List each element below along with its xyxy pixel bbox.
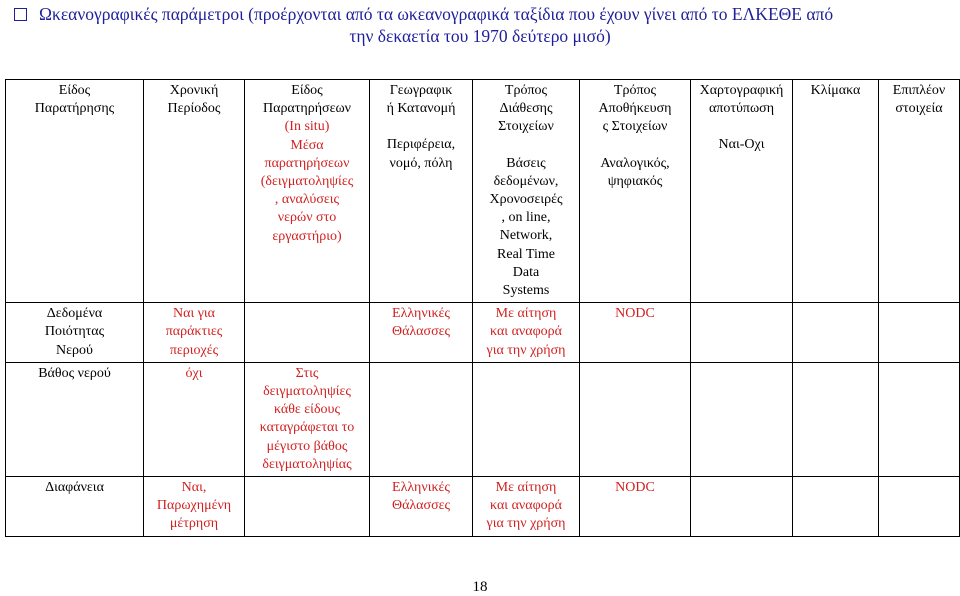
parameters-table <box>5 79 960 537</box>
cell-period <box>144 362 245 476</box>
cell-storage <box>580 303 691 363</box>
cell-text-line: Διαφάνεια <box>45 480 104 496</box>
page-number: 18 <box>472 579 488 595</box>
cell-scale <box>793 303 879 363</box>
cell-text-line: Παρωχημένη <box>156 498 232 514</box>
cell-text-line: Τρόπος <box>504 83 548 98</box>
cell-storage <box>580 362 691 476</box>
cell-text-line: Real Time <box>497 246 555 262</box>
cell-text-line: NODC <box>615 306 655 322</box>
cell-extra <box>879 477 960 537</box>
cell-text-line: Βάθος νερού <box>38 365 111 381</box>
cell-availability <box>473 477 580 537</box>
cell-scale <box>793 477 879 537</box>
cell-text-line: όχι <box>185 365 203 381</box>
header-time-period <box>144 80 245 303</box>
cell-text-line: ψηφιακός <box>607 173 663 189</box>
title-line-1 <box>10 3 950 25</box>
cell-text-line: Network, <box>499 228 553 244</box>
cell-text-line: νερών στο <box>277 210 337 226</box>
cell-obs <box>245 362 370 476</box>
cell-text-line: Διάθεσης <box>499 101 553 117</box>
header-additional-info <box>879 80 960 303</box>
cell-text-line: Θάλασσες <box>391 498 451 514</box>
cell-text-line: Περιφέρεια, <box>386 137 456 153</box>
cell-text-line: για την χρήση <box>486 516 566 532</box>
cell-text-line: Αναλογικός, <box>600 155 670 171</box>
header-mapping <box>691 80 793 303</box>
cell-text-line: περιοχές <box>169 342 219 358</box>
cell-scale <box>793 362 879 476</box>
title-block <box>10 3 950 47</box>
cell-type <box>6 362 144 476</box>
cell-text-line: Με αίτηση <box>495 306 557 322</box>
cell-extra <box>879 303 960 363</box>
cell-text-line: Με αίτηση <box>495 480 557 496</box>
checkbox-bullet-icon <box>14 8 27 21</box>
cell-text-line: και αναφορά <box>490 498 562 514</box>
cell-text-line: δειγματοληψίας <box>262 456 352 472</box>
cell-text-line: (In situ) <box>284 119 330 135</box>
cell-text-line: στοιχεία <box>895 101 943 117</box>
cell-text-line: Παρατηρήσεων <box>263 101 351 117</box>
cell-availability <box>473 362 580 476</box>
cell-text-line: NODC <box>615 480 655 496</box>
cell-text-line: καταγράφεται το <box>259 420 355 436</box>
cell-text-line: κάθε είδους <box>273 402 341 418</box>
cell-storage <box>580 477 691 537</box>
cell-text-line: δειγματοληψίες <box>263 384 351 400</box>
cell-text-line: Ελληνικές <box>392 306 450 322</box>
cell-period <box>144 477 245 537</box>
cell-text-line: Ναι για <box>173 306 215 322</box>
cell-text-line: μέτρηση <box>169 516 219 532</box>
cell-text-line: Αποθήκευση <box>598 101 672 117</box>
cell-text-line: Παρατήρησης <box>34 101 115 117</box>
cell-text-line: , on line, <box>501 210 551 226</box>
header-observation-type <box>6 80 144 303</box>
title-text-1: Ωκεανογραφικές παράμετροι (προέρχονται από τα ωκεανογραφικά ταξίδια που έχουν γίνει από το ΕΛΚΕΘΕ από <box>39 4 834 24</box>
cell-text-line: Περίοδος <box>167 101 221 117</box>
header-scale <box>793 80 879 303</box>
header-row <box>6 80 960 303</box>
cell-text-line: Γεωγραφικ <box>389 83 453 98</box>
cell-text-line: Ναι-Οχι <box>718 137 765 153</box>
cell-text-line: Ναι, <box>181 480 207 496</box>
cell-text-line: Θάλασσες <box>391 324 451 340</box>
cell-geo <box>370 362 473 476</box>
cell-text-line: νομό, πόλη <box>389 155 453 171</box>
cell-text-line: ς Στοιχείων <box>602 119 668 135</box>
cell-extra <box>879 362 960 476</box>
cell-text-line: Επιπλέον <box>892 83 946 98</box>
cell-text-line: ή Κατανομή <box>386 101 456 117</box>
cell-obs <box>245 477 370 537</box>
cell-text-line: Χρονοσειρές <box>489 192 563 208</box>
cell-text-line: Ποιότητας <box>44 324 105 340</box>
cell-text-line: Systems <box>502 283 550 299</box>
cell-text-line: Βάσεις <box>506 155 546 171</box>
cell-text-line: Νερού <box>56 342 93 358</box>
cell-mapping <box>691 303 793 363</box>
table-row-water-depth <box>6 362 960 476</box>
cell-text-line: Είδος <box>291 83 323 98</box>
header-data-storage <box>580 80 691 303</box>
cell-text-line: παράκτιες <box>165 324 223 340</box>
cell-text-line: Στις <box>295 365 319 381</box>
cell-text-line: μέγιστο βάθος <box>266 438 348 454</box>
cell-mapping <box>691 362 793 476</box>
cell-text-line: Κλίμακα <box>810 83 861 98</box>
header-data-availability <box>473 80 580 303</box>
cell-text-line: αποτύπωση <box>708 101 775 117</box>
cell-text-line: για την χρήση <box>486 342 566 358</box>
table-row-transparency <box>6 477 960 537</box>
cell-obs <box>245 303 370 363</box>
cell-text-line: , αναλύσεις <box>274 192 340 208</box>
cell-type <box>6 477 144 537</box>
cell-text-line: Ελληνικές <box>392 480 450 496</box>
cell-text-line: εργαστήριο) <box>272 228 342 244</box>
cell-text-line: και αναφορά <box>490 324 562 340</box>
cell-geo <box>370 477 473 537</box>
cell-text-line: Χαρτογραφική <box>699 83 784 98</box>
table-row-water-quality <box>6 303 960 363</box>
cell-text-line: Τρόπος <box>613 83 657 98</box>
cell-period <box>144 303 245 363</box>
cell-text-line: Μέσα <box>290 137 324 153</box>
cell-text-line: Είδος <box>58 83 91 98</box>
cell-text-line: Στοιχείων <box>498 119 554 135</box>
header-observations-kind <box>245 80 370 303</box>
cell-availability <box>473 303 580 363</box>
cell-text-line: δεδομένων, <box>493 173 559 189</box>
cell-text-line: Δεδομένα <box>46 306 103 322</box>
cell-text-line: παρατηρήσεων <box>264 155 350 171</box>
cell-text-line: (δειγματοληψίες <box>260 174 354 190</box>
cell-text-line: Χρονική <box>169 83 219 98</box>
cell-geo <box>370 303 473 363</box>
cell-type <box>6 303 144 363</box>
header-geographic-distribution <box>370 80 473 303</box>
cell-text-line: Data <box>512 264 540 280</box>
cell-mapping <box>691 477 793 537</box>
title-line-2: την δεκαετία του 1970 δεύτερο μισό) <box>349 26 611 46</box>
